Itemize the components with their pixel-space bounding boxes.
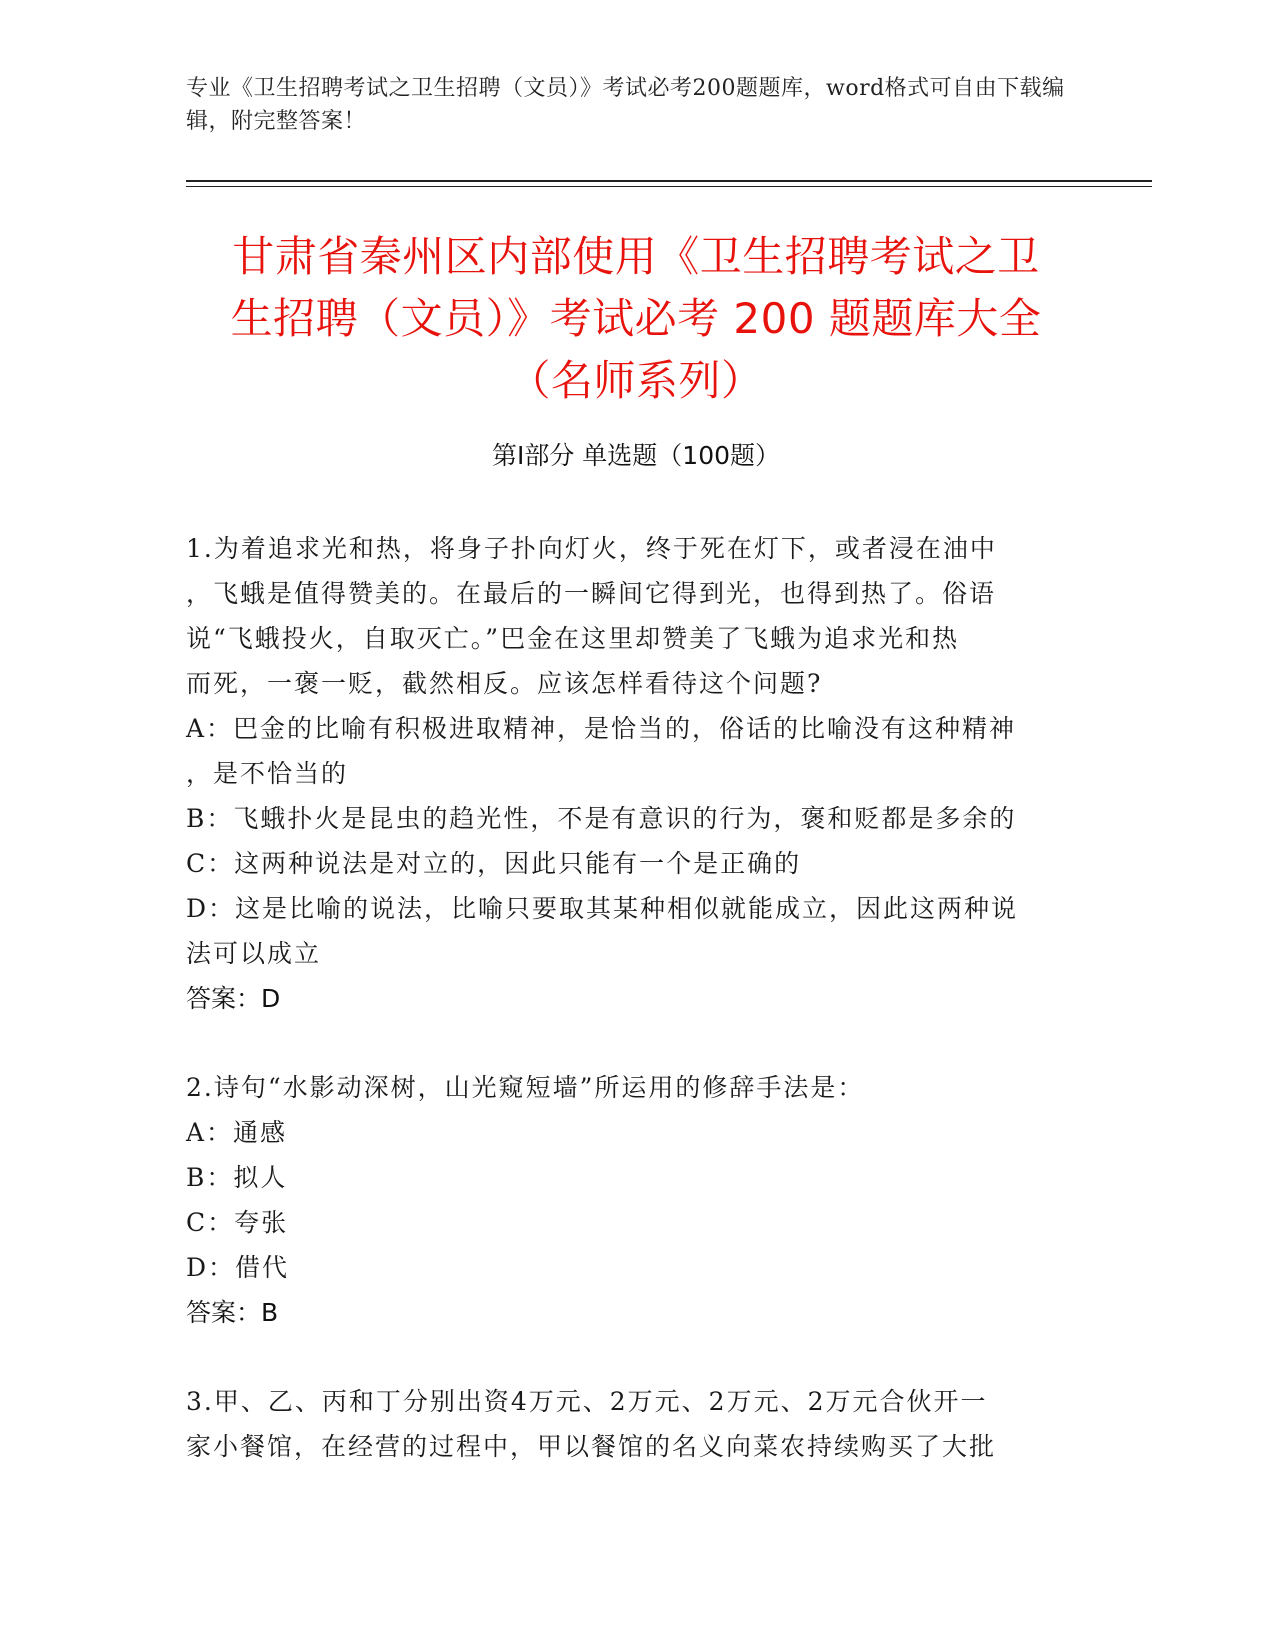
title-line-3: （名师系列） bbox=[508, 356, 764, 405]
option-a: A：通感 bbox=[186, 1118, 288, 1147]
option-a-cont: ，是不恰当的 bbox=[186, 759, 349, 788]
section-title: 第Ⅰ部分 单选题（100题） bbox=[491, 441, 781, 470]
question-line: 说“飞蛾投火，自取灭亡。”巴金在这里却赞美了飞蛾为追求光和热 bbox=[186, 624, 960, 653]
option-c: C：这两种说法是对立的，因此只能有一个是正确的 bbox=[186, 849, 802, 878]
question-line: 而死，一褒一贬，截然相反。应该怎样看待这个问题? bbox=[186, 669, 823, 698]
document-title bbox=[186, 226, 1086, 412]
option-a: A：巴金的比喻有积极进取精神，是恰当的，俗话的比喻没有这种精神 bbox=[186, 714, 1017, 743]
question-list bbox=[186, 526, 1066, 1513]
answer: 答案：B bbox=[186, 1298, 279, 1327]
question-line: 3.甲、乙、丙和丁分别出资4万元、2万元、2万元、2万元合伙开一 bbox=[186, 1387, 988, 1416]
title-line-1: 甘肃省秦州区内部使用《卫生招聘考试之卫 bbox=[232, 232, 1040, 281]
question-line: 家小餐馆，在经营的过程中，甲以餐馆的名义向菜农持续购买了大批 bbox=[186, 1432, 997, 1461]
option-b: B：飞蛾扑火是昆虫的趋光性，不是有意识的行为，褒和贬都是多余的 bbox=[186, 804, 1017, 833]
question-line: 2.诗句“水影动深树，山光窥短墙”所运用的修辞手法是： bbox=[186, 1073, 865, 1102]
question-1 bbox=[186, 526, 1066, 1021]
option-b: B：拟人 bbox=[186, 1163, 288, 1192]
option-d: D：这是比喻的说法，比喻只要取其某种相似就能成立，因此这两种说 bbox=[186, 894, 1019, 923]
header-rule-thin bbox=[186, 186, 1152, 187]
question-3 bbox=[186, 1379, 1066, 1469]
question-line: 1.为着追求光和热，将身子扑向灯火，终于死在灯下，或者浸在油中 bbox=[186, 534, 997, 563]
answer: 答案：D bbox=[186, 984, 281, 1013]
title-line-2: 生招聘（文员）》考试必考 200 题题库大全 bbox=[230, 294, 1042, 343]
question-2 bbox=[186, 1065, 1066, 1335]
header-note: 专业《卫生招聘考试之卫生招聘（文员）》考试必考200题题库，word格式可自由下载编辑，附完整答案！ bbox=[186, 76, 1065, 134]
header-rule-thick bbox=[186, 180, 1152, 182]
question-line: ，飞蛾是值得赞美的。在最后的一瞬间它得到光，也得到热了。俗语 bbox=[186, 579, 997, 608]
option-d: D：借代 bbox=[186, 1253, 290, 1282]
option-d-cont: 法可以成立 bbox=[186, 939, 322, 968]
option-c: C：夸张 bbox=[186, 1208, 289, 1237]
